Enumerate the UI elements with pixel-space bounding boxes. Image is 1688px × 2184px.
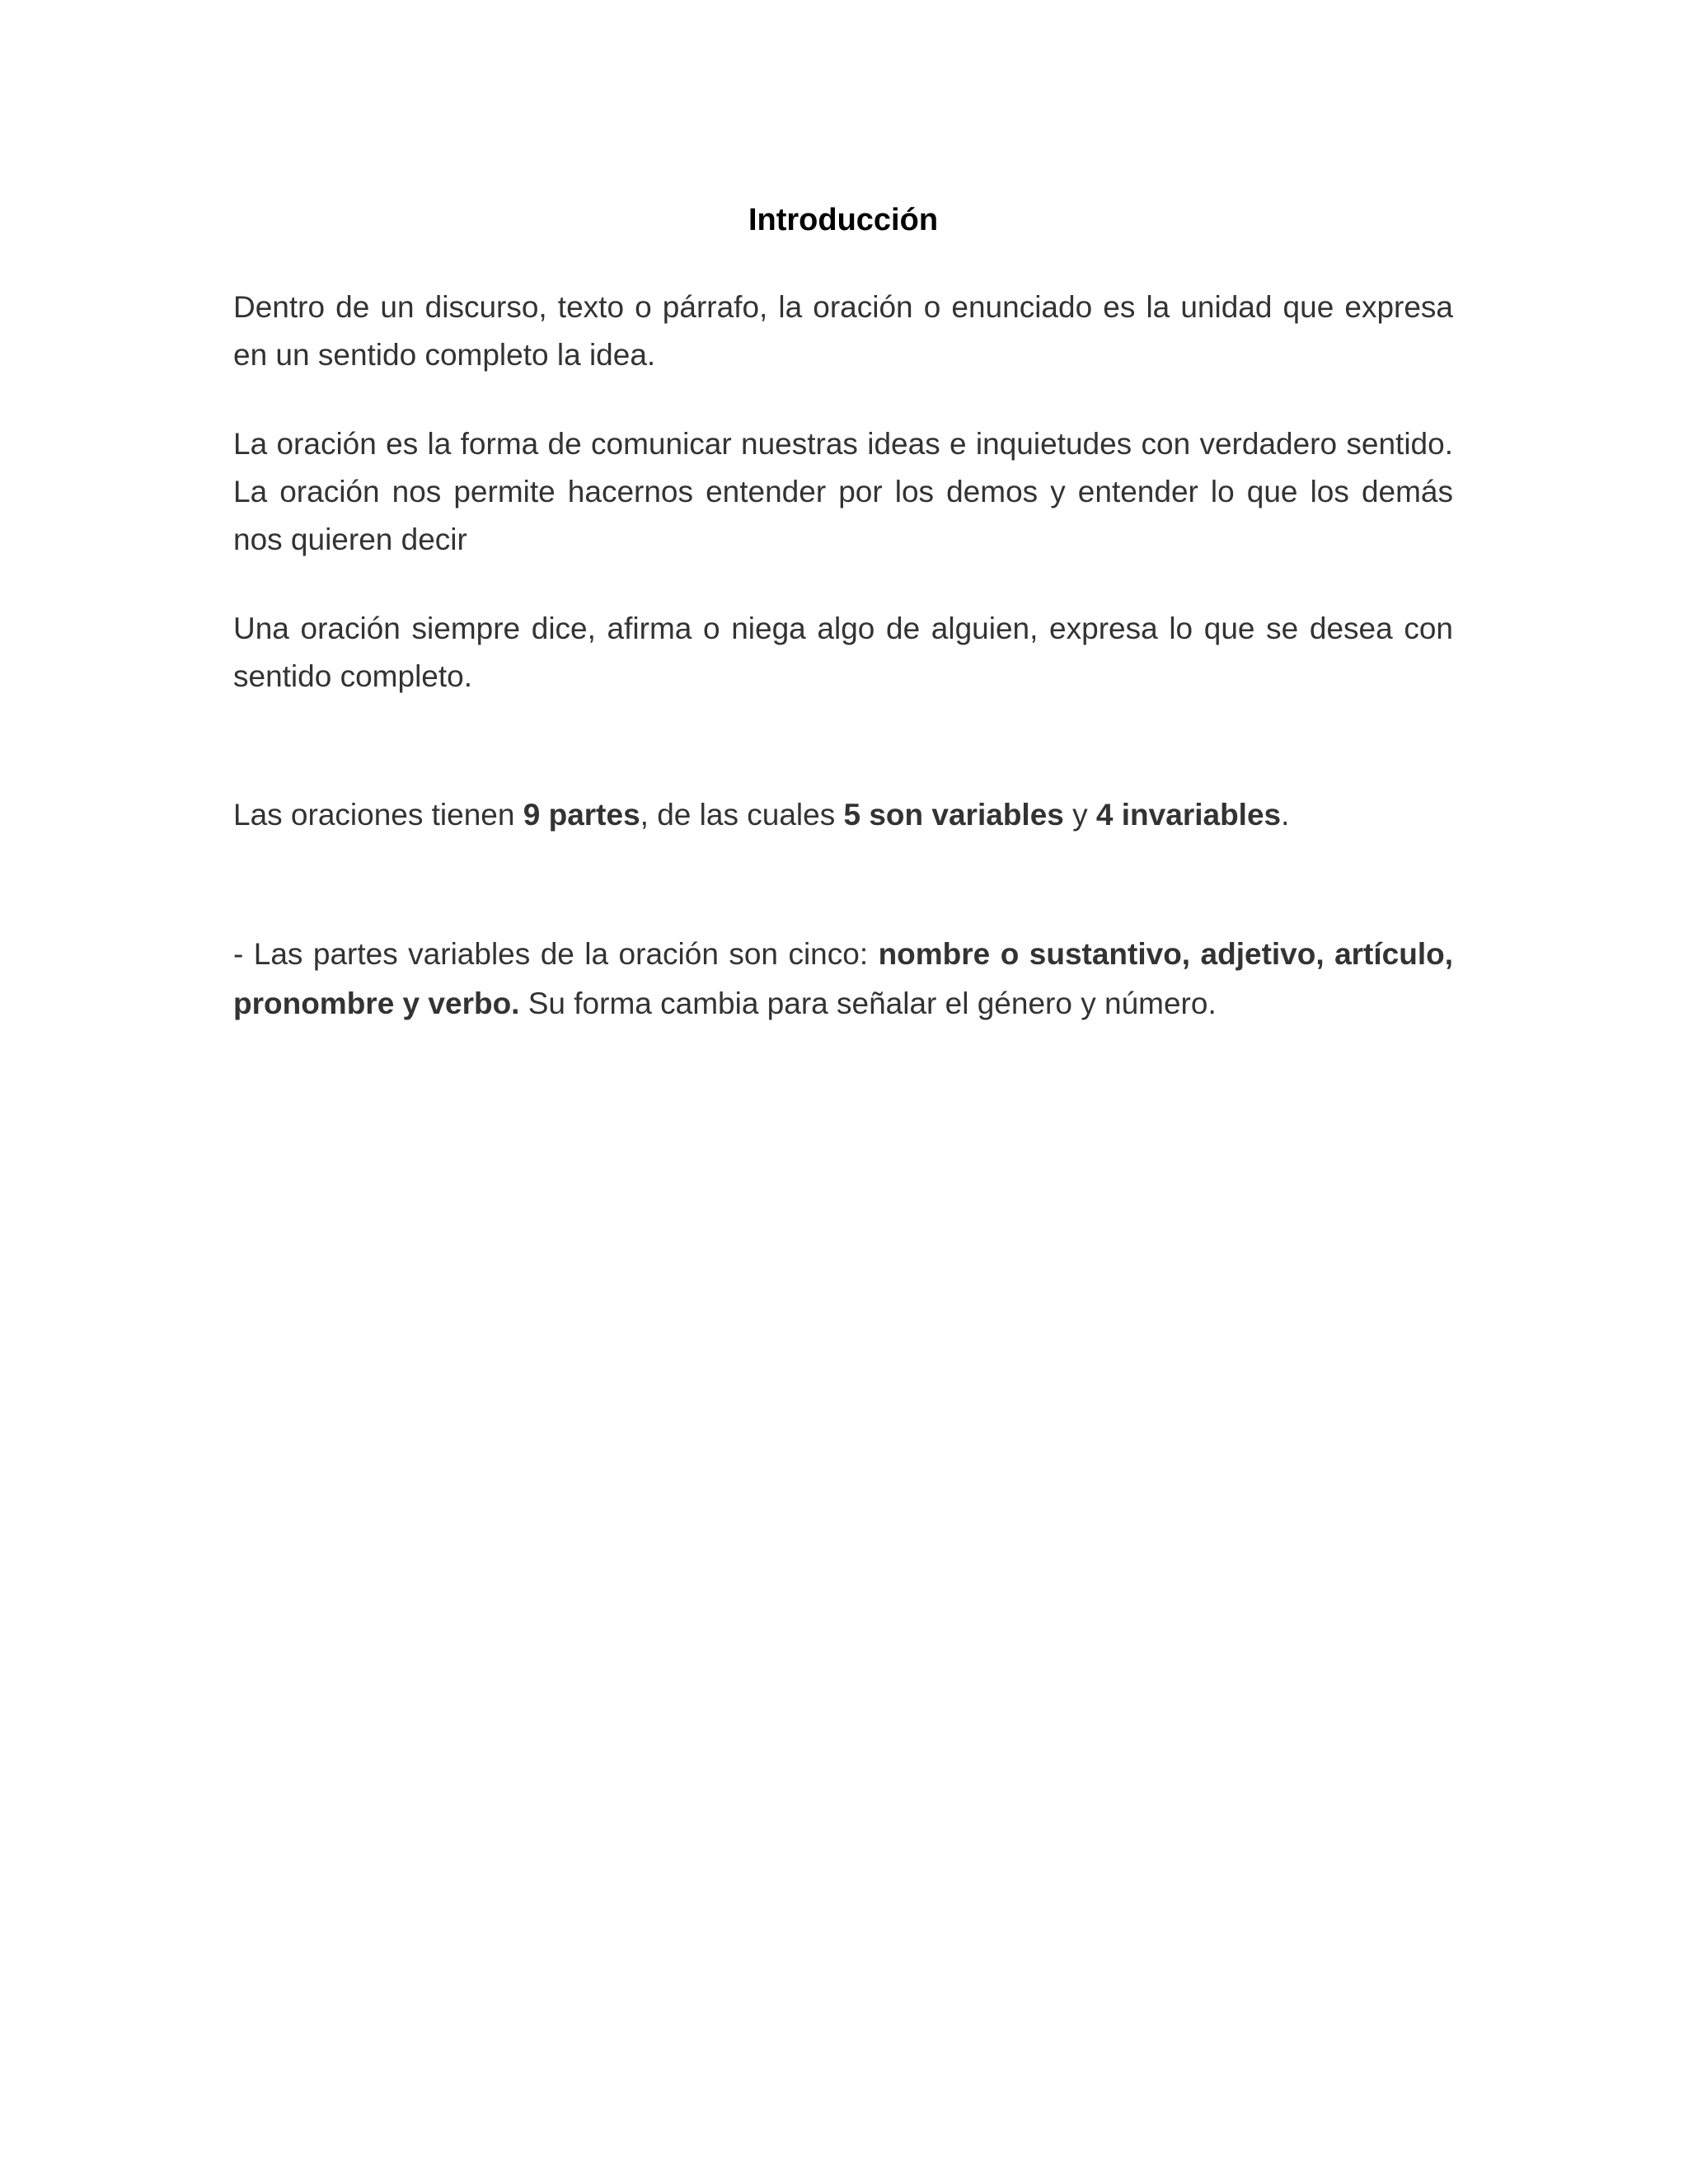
paragraph-definition: Dentro de un discurso, texto o párrafo, la oración o enunciado es la unidad que expresa en un sentido completo la idea.	[233, 290, 1453, 372]
text-segment: Las oraciones tienen	[233, 798, 523, 832]
paragraph-sentence-meaning: Una oración siempre dice, afirma o niega algo de alguien, expresa lo que se desea con sentido completo.	[233, 612, 1453, 693]
page-title: Introducción	[748, 203, 939, 237]
list-item-variable-parts	[233, 930, 1453, 1029]
bold-five-variables: 5 son variables	[843, 798, 1064, 832]
text-segment: , de las cuales	[640, 798, 844, 832]
bold-variable-parts-list: nombre o sustantivo, adjetivo, artículo, pronombre y verbo.	[233, 937, 1453, 1020]
text-segment: Su forma cambia para señalar el género y número.	[519, 987, 1217, 1020]
document-body	[233, 196, 1453, 1029]
text-segment: y	[1063, 798, 1096, 832]
paragraph-parts-count	[233, 791, 1453, 839]
bold-four-invariables: 4 invariables	[1095, 798, 1282, 832]
text-segment: - Las partes variables de la oración son cinco:	[233, 937, 879, 971]
paragraph-communication: La oración es la forma de comunicar nuestras ideas e inquietudes con verdadero sentido. La oración nos permite hacernos entender por los demos y entender lo que los demás nos quieren decir	[233, 427, 1453, 556]
text-segment: .	[1281, 798, 1290, 832]
bold-nine-parts: 9 partes	[523, 798, 640, 832]
